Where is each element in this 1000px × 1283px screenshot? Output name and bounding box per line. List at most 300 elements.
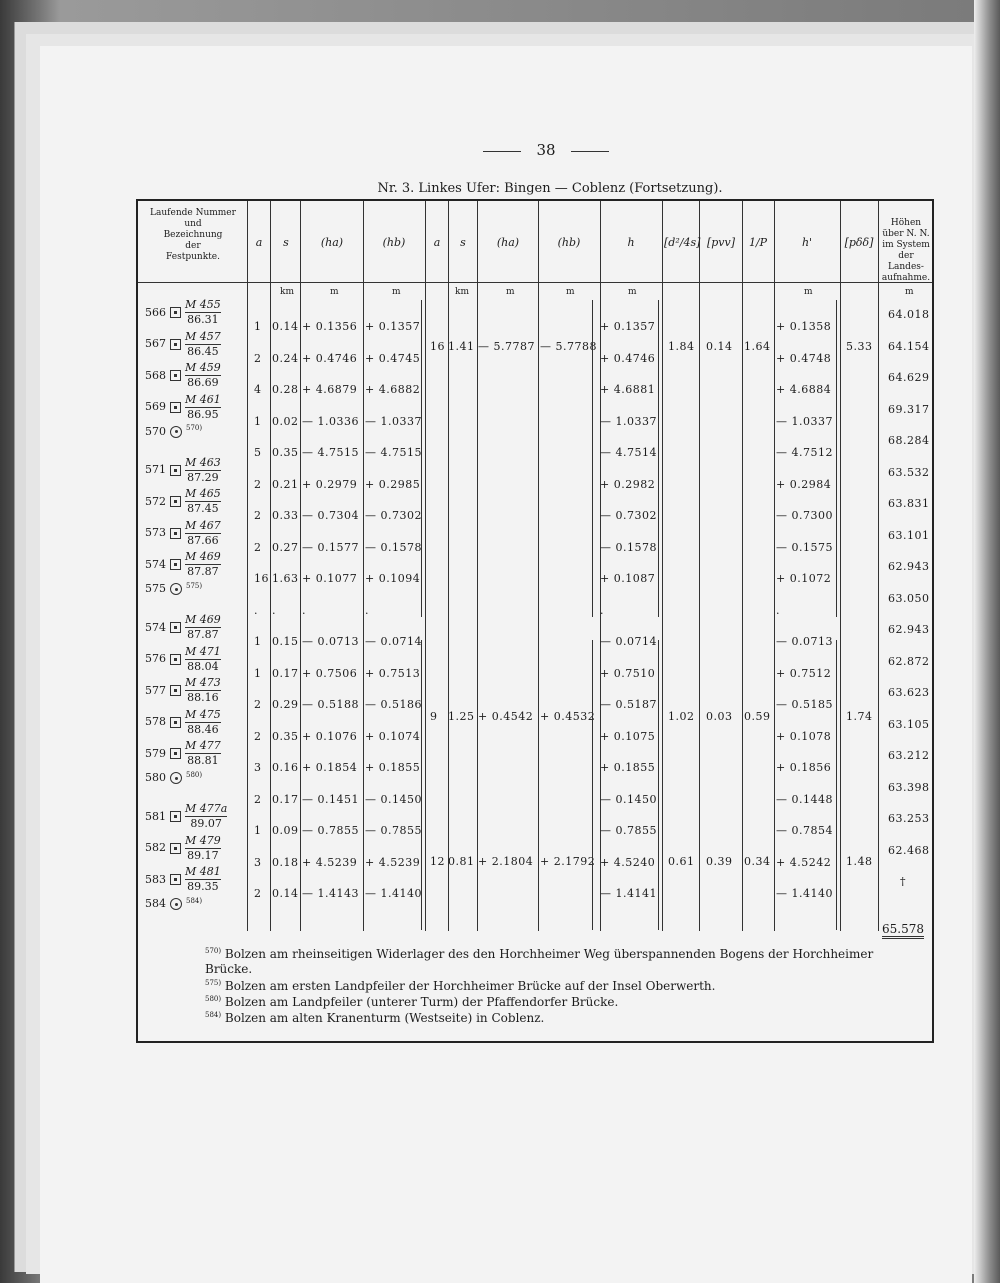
benchmark-fraction	[185, 361, 221, 390]
header-ha: (ha)	[320, 236, 344, 249]
benchmark-box-icon	[170, 465, 181, 476]
header-label-line: der	[185, 241, 201, 251]
header-hoehen-line: im System	[882, 240, 930, 250]
group-invp: 0.59	[744, 710, 771, 723]
benchmark-fraction	[185, 456, 221, 485]
unit-s: km	[280, 287, 294, 297]
cell-h: + 4.5240	[600, 855, 656, 869]
benchmark-mark-id: M 463	[185, 455, 221, 469]
footnote-text: Bolzen am rheinseitigen Widerlager des den Horchheimer Weg überspannenden Bogens der Horchheimer Brücke.	[205, 947, 874, 976]
hoehen-value: 63.398	[888, 780, 930, 794]
cell-h: + 4.6881	[600, 383, 656, 396]
benchmark-elevation: 87.29	[187, 470, 219, 484]
benchmark-elevation: 87.87	[187, 565, 219, 578]
cell-s: 0.16	[272, 761, 299, 774]
benchmark-number: 568	[145, 368, 166, 382]
cell-h-prime: + 0.1856	[776, 761, 832, 774]
cell-h: — 0.1578	[600, 540, 657, 554]
cell-ha: + 4.6879	[302, 383, 358, 396]
benchmark-entry	[138, 802, 227, 831]
hoehen-value: 65.578	[882, 922, 924, 939]
cell-hb: — 0.7302	[365, 509, 422, 522]
column-divider	[448, 201, 449, 931]
benchmark-elevation: 88.46	[187, 722, 219, 736]
hoehen-value: 63.253	[888, 812, 930, 825]
benchmark-fraction	[185, 739, 221, 768]
hoehen-value: †	[900, 875, 906, 888]
cell-a: 1	[254, 666, 262, 680]
hoehen-value: 62.468	[888, 843, 930, 857]
column-divider	[538, 201, 539, 931]
cell-a: 2	[254, 887, 262, 900]
group-brace	[658, 805, 662, 930]
header-label-line: und	[184, 219, 202, 229]
footnote	[205, 1008, 905, 1026]
benchmark-box-icon	[170, 559, 181, 570]
group-brace	[592, 300, 596, 617]
benchmark-fraction	[185, 802, 227, 831]
column-divider	[742, 201, 743, 931]
benchmark-mark-id: M 459	[185, 361, 221, 374]
group-brace	[421, 300, 425, 617]
header-label-column	[140, 208, 246, 263]
bolt-circle-icon	[170, 583, 182, 595]
footnote-ref: 584)	[205, 1011, 222, 1019]
column-divider	[270, 201, 271, 931]
benchmark-box-icon	[170, 496, 181, 507]
benchmark-fraction	[185, 676, 221, 705]
hoehen-value: 63.101	[888, 528, 930, 542]
cell-ha: + 0.4746	[302, 351, 358, 365]
cell-ha: — 4.7515	[302, 446, 359, 459]
cell-hb: .	[365, 603, 369, 617]
footnote-ref: 570)	[205, 947, 222, 955]
cell-ha: — 1.0336	[302, 414, 359, 428]
cell-h: + 0.4746	[600, 351, 656, 365]
cell-h-prime: — 0.1575	[776, 540, 833, 554]
benchmark-mark-id: M 477	[185, 739, 221, 752]
cell-s: 0.35	[272, 729, 299, 743]
cell-h-prime: — 4.7512	[776, 446, 833, 459]
cell-ha: + 0.1356	[302, 320, 358, 333]
group-pdd: 5.33	[846, 340, 873, 353]
cell-a: 3	[254, 855, 262, 869]
benchmark-fraction	[185, 330, 221, 359]
cell-s: 0.21	[272, 477, 299, 491]
column-divider	[363, 201, 364, 931]
header-label-line: Laufende Nummer	[150, 208, 236, 218]
header-hoehen-line: Höhen	[890, 218, 922, 228]
unit-hoehen: m	[905, 287, 914, 297]
cell-hb: + 0.7513	[365, 666, 421, 680]
group-invp: 1.64	[744, 340, 771, 353]
benchmark-box-icon	[170, 528, 181, 539]
cell-h-prime: — 1.4140	[776, 887, 833, 900]
cell-h: — 0.5187	[600, 698, 657, 711]
benchmark-mark-id: M 467	[185, 518, 221, 532]
cell-h: + 0.1087	[600, 572, 656, 585]
footnote-ref: 580)	[186, 770, 203, 779]
cell-s: 0.15	[272, 635, 299, 648]
cell-s: 1.63	[272, 572, 299, 585]
column-divider	[300, 201, 301, 931]
benchmark-mark-id: M 457	[185, 329, 221, 343]
benchmark-entry	[138, 676, 221, 705]
benchmark-entry	[138, 834, 221, 863]
benchmark-fraction	[185, 519, 221, 548]
benchmark-fraction	[185, 487, 221, 516]
cell-h-prime: + 0.1072	[776, 572, 832, 585]
benchmark-fraction	[185, 550, 221, 579]
benchmark-entry	[138, 361, 221, 390]
cell-h: + 0.1075	[600, 729, 656, 743]
unit-ha2: m	[506, 287, 515, 297]
footnote-ref: 575)	[205, 979, 222, 987]
cell-ha: — 0.1577	[302, 540, 359, 554]
hoehen-value: 63.532	[888, 465, 930, 479]
cell-h: — 1.4141	[600, 887, 657, 900]
benchmark-entry	[138, 645, 221, 674]
cell-h-prime: + 0.4748	[776, 351, 832, 365]
hoehen-value: 64.154	[888, 339, 930, 353]
header-a2: a	[433, 236, 441, 249]
benchmark-entry	[138, 771, 202, 785]
group-d2: 0.61	[668, 855, 695, 868]
cell-h-prime: — 0.5185	[776, 698, 833, 711]
cell-a: 2	[254, 540, 262, 554]
cell-hb: + 0.4745	[365, 351, 421, 365]
benchmark-elevation: 86.45	[187, 344, 219, 358]
group-s: 1.41	[448, 340, 475, 353]
benchmark-mark-id: M 477a	[185, 802, 228, 815]
benchmark-box-icon	[170, 370, 181, 381]
benchmark-entry	[138, 330, 221, 359]
cell-ha: — 0.7304	[302, 509, 359, 522]
benchmark-elevation: 88.81	[187, 754, 219, 767]
cell-s: 0.28	[272, 383, 299, 396]
benchmark-number: 581	[145, 809, 166, 823]
hoehen-value: 63.623	[888, 686, 930, 699]
cell-h: + 0.1855	[600, 761, 656, 774]
group-pvv: 0.39	[706, 855, 733, 868]
benchmark-fraction	[185, 393, 221, 422]
cell-hb: — 1.4140	[365, 887, 422, 900]
cell-ha: — 0.0713	[302, 635, 359, 648]
cell-s: 0.29	[272, 698, 299, 711]
hoehen-value: 68.284	[888, 434, 930, 447]
benchmark-number: 577	[145, 683, 166, 697]
cell-hb: — 1.0337	[365, 414, 422, 428]
benchmark-number: 567	[145, 337, 166, 350]
group-pvv: 0.03	[706, 710, 733, 723]
benchmark-entry	[138, 487, 221, 516]
benchmark-mark-id: M 469	[185, 550, 221, 563]
hoehen-value: 64.018	[888, 308, 930, 321]
hoehen-value: 63.212	[888, 749, 930, 762]
group-pvv: 0.14	[706, 340, 733, 353]
benchmark-entry	[138, 519, 221, 548]
table-heading: Nr. 3. Linkes Ufer: Bingen — Coblenz (Fortsetzung).	[377, 181, 723, 196]
benchmark-number: 578	[145, 715, 166, 728]
hoehen-value: 69.317	[888, 402, 930, 416]
cell-a: 1	[254, 320, 262, 333]
benchmark-entry	[138, 865, 221, 894]
header-hb2: (hb)	[557, 236, 581, 249]
benchmark-fraction	[185, 298, 221, 327]
benchmark-number: 572	[145, 494, 166, 508]
cell-h: — 1.0337	[600, 414, 657, 428]
cell-hb: — 0.1450	[365, 792, 422, 806]
cell-hb: + 0.2985	[365, 477, 421, 491]
benchmark-mark-id: M 465	[185, 487, 221, 500]
hoehen-value: 62.872	[888, 654, 930, 668]
cell-ha: — 0.1451	[302, 792, 359, 806]
cell-ha: .	[302, 603, 306, 617]
cell-a: 1	[254, 414, 262, 428]
footnote-text: Bolzen am ersten Landpfeiler der Horchheimer Brücke auf der Insel Oberwerth.	[221, 979, 716, 993]
cell-s: 0.14	[272, 887, 299, 900]
cell-h: — 0.1450	[600, 792, 657, 806]
hoehen-value: 63.105	[888, 717, 930, 731]
header-hoehen-line: aufnahme.	[881, 273, 931, 283]
benchmark-fraction	[185, 613, 221, 642]
benchmark-elevation: 89.35	[187, 880, 219, 893]
benchmark-entry	[138, 456, 221, 485]
benchmark-box-icon	[170, 339, 181, 350]
unit-hb: m	[392, 287, 401, 297]
header-s2: s	[460, 236, 466, 249]
group-pdd: 1.48	[846, 855, 873, 868]
group-ha: — 5.7787	[478, 340, 535, 353]
benchmark-number: 582	[145, 841, 166, 854]
benchmark-number: 584	[145, 897, 166, 911]
bolt-circle-icon	[170, 772, 182, 784]
benchmark-entry	[138, 613, 221, 642]
group-a: 9	[430, 710, 438, 723]
group-a: 12	[430, 855, 445, 868]
header-divider	[138, 282, 932, 283]
benchmark-fraction	[185, 865, 221, 894]
unit-ha: m	[330, 287, 339, 297]
header-label-line: Bezeichnung	[163, 230, 223, 240]
cell-hb: + 0.1094	[365, 572, 421, 585]
benchmark-fraction	[185, 834, 221, 863]
unit-s2: km	[455, 287, 469, 297]
group-s: 1.25	[448, 710, 475, 723]
hoehen-value: 64.629	[888, 371, 930, 384]
benchmark-box-icon	[170, 717, 181, 728]
group-d2: 1.84	[668, 340, 695, 353]
cell-a: 1	[254, 635, 262, 648]
benchmark-number: 571	[145, 463, 166, 476]
unit-h_prime: m	[804, 287, 813, 297]
group-hb: — 5.7788	[540, 340, 597, 353]
group-s: 0.81	[448, 855, 475, 868]
cell-a: 4	[254, 383, 262, 396]
cell-hb: + 4.5239	[365, 855, 421, 869]
benchmark-mark-id: M 481	[185, 865, 221, 878]
cell-hb: — 0.7855	[365, 824, 422, 837]
footnote-text: Bolzen am alten Kranenturm (Westseite) in Coblenz.	[221, 1011, 545, 1025]
column-divider	[477, 201, 478, 931]
cell-hb: + 0.1074	[365, 729, 421, 743]
benchmark-elevation: 87.66	[187, 533, 219, 547]
group-brace	[421, 805, 425, 930]
benchmark-mark-id: M 473	[185, 676, 221, 689]
cell-a: 2	[254, 509, 262, 522]
cell-s: 0.09	[272, 824, 299, 837]
benchmark-entry	[138, 582, 202, 596]
group-pdd: 1.74	[846, 710, 873, 723]
cell-a: .	[254, 603, 258, 617]
benchmark-box-icon	[170, 622, 181, 633]
header-h: h	[627, 236, 635, 249]
benchmark-elevation: 88.16	[187, 691, 219, 704]
cell-h-prime: + 4.6884	[776, 383, 832, 396]
benchmark-number: 573	[145, 526, 166, 539]
column-divider	[247, 201, 248, 931]
cell-h-prime: — 0.0713	[776, 635, 833, 648]
cell-ha: — 0.5188	[302, 698, 359, 711]
footnote-ref: 584)	[186, 896, 203, 905]
header-hoehen-line: der Landes-	[888, 251, 924, 272]
benchmark-number: 569	[145, 400, 166, 413]
cell-h: + 0.7510	[600, 666, 656, 680]
cell-hb: — 0.1578	[365, 540, 422, 554]
benchmark-number: 574	[145, 620, 166, 634]
benchmark-number: 566	[145, 305, 166, 319]
benchmark-fraction	[185, 708, 221, 737]
cell-ha: + 0.1854	[302, 761, 358, 774]
column-divider	[425, 201, 426, 931]
benchmark-elevation: 89.17	[187, 848, 219, 862]
footnote-ref: 575)	[186, 581, 203, 590]
benchmark-entry	[138, 708, 221, 737]
cell-h: .	[600, 603, 604, 617]
bolt-circle-icon	[170, 426, 182, 438]
cell-h: — 0.0714	[600, 635, 657, 648]
benchmark-box-icon	[170, 843, 181, 854]
benchmark-entry	[138, 424, 202, 438]
page-number: 38	[483, 141, 609, 159]
cell-s: 0.18	[272, 855, 299, 869]
cell-ha: + 0.7506	[302, 666, 358, 680]
group-a: 16	[430, 340, 445, 353]
cell-h: — 4.7514	[600, 446, 657, 459]
benchmark-box-icon	[170, 402, 181, 413]
unit-h: m	[628, 287, 637, 297]
cell-h-prime: + 0.7512	[776, 666, 832, 680]
benchmark-box-icon	[170, 685, 181, 696]
cell-s: 0.17	[272, 666, 299, 680]
benchmark-mark-id: M 479	[185, 833, 221, 847]
column-divider	[774, 201, 775, 931]
binding-shadow	[974, 0, 1000, 1283]
group-brace	[592, 805, 596, 930]
column-divider	[840, 201, 841, 931]
cell-h-prime: + 0.2984	[776, 477, 832, 491]
cell-hb: + 4.6882	[365, 383, 421, 396]
cell-a: 5	[254, 446, 262, 459]
cell-h-prime: — 1.0337	[776, 414, 833, 428]
unit-hb2: m	[566, 287, 575, 297]
footnote	[205, 944, 905, 977]
group-brace	[836, 805, 840, 930]
benchmark-box-icon	[170, 748, 181, 759]
group-ha: + 0.4542	[478, 710, 534, 723]
benchmark-box-icon	[170, 654, 181, 665]
cell-hb: — 4.7515	[365, 446, 422, 459]
benchmark-elevation: 87.45	[187, 502, 219, 515]
cell-a: 2	[254, 351, 262, 365]
cell-a: 2	[254, 729, 262, 743]
hoehen-value: 63.831	[888, 497, 930, 510]
cell-ha: — 0.7855	[302, 824, 359, 837]
cell-h: + 0.2982	[600, 477, 656, 491]
benchmark-mark-id: M 471	[185, 644, 221, 658]
group-invp: 0.34	[744, 855, 771, 868]
cell-ha: + 4.5239	[302, 855, 358, 869]
cell-hb: + 0.1855	[365, 761, 421, 774]
cell-h-prime: + 0.1078	[776, 729, 832, 743]
cell-h: + 0.1357	[600, 320, 656, 333]
benchmark-mark-id: M 469	[185, 613, 221, 626]
header-s: s	[283, 236, 289, 249]
benchmark-box-icon	[170, 307, 181, 318]
benchmark-elevation: 86.69	[187, 376, 219, 389]
footnote-ref: 580)	[205, 995, 222, 1003]
column-divider	[699, 201, 700, 931]
cell-ha: + 0.2979	[302, 477, 358, 491]
cell-h-prime: + 4.5242	[776, 855, 832, 869]
benchmark-mark-id: M 455	[185, 298, 221, 311]
group-d2: 1.02	[668, 710, 695, 723]
cell-s: 0.33	[272, 509, 299, 522]
header-hoehen-line: über N. N.	[882, 229, 930, 239]
header-h_prime: h'	[801, 236, 813, 249]
cell-s: .	[272, 603, 276, 617]
cell-a: 2	[254, 698, 262, 711]
cell-hb: — 0.5186	[365, 698, 422, 711]
cell-h: — 0.7302	[600, 509, 657, 522]
benchmark-number: 575	[145, 582, 166, 596]
cell-s: 0.02	[272, 414, 299, 428]
cell-a: 1	[254, 824, 262, 837]
cell-s: 0.27	[272, 540, 299, 554]
cell-h-prime: — 0.1448	[776, 792, 833, 806]
cell-hb: — 0.0714	[365, 635, 422, 648]
hoehen-value: 62.943	[888, 623, 930, 636]
cell-ha: — 1.4143	[302, 887, 359, 900]
cell-h-prime: + 0.1358	[776, 320, 832, 333]
benchmark-fraction	[185, 645, 221, 674]
cell-ha: + 0.1076	[302, 729, 358, 743]
benchmark-elevation: 86.95	[187, 407, 219, 421]
cell-s: 0.14	[272, 320, 299, 333]
benchmark-elevation: 88.04	[187, 659, 219, 673]
benchmark-box-icon	[170, 811, 181, 822]
header-ha2: (ha)	[496, 236, 520, 249]
header-invp: 1/P	[748, 236, 768, 249]
hoehen-value: 63.050	[888, 591, 930, 605]
group-hb: + 0.4532	[540, 710, 596, 723]
header-pdd: [pδδ]	[844, 236, 874, 249]
cell-a: 2	[254, 792, 262, 806]
footnote-ref: 570)	[186, 424, 203, 432]
benchmark-number: 579	[145, 746, 166, 760]
benchmark-number: 570	[145, 424, 166, 438]
hoehen-value: 62.943	[888, 560, 930, 573]
